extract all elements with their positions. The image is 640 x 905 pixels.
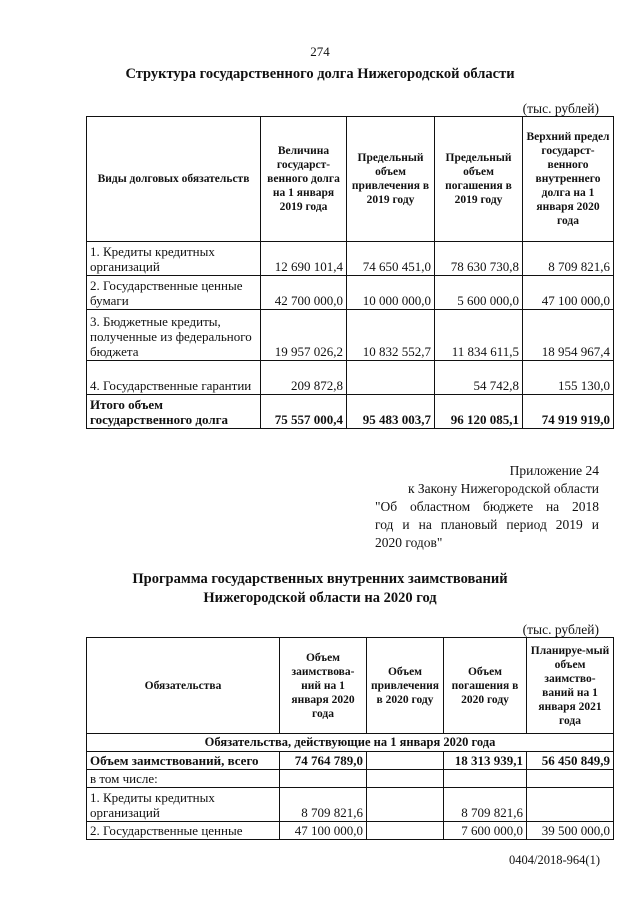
- annex-reference: [375, 462, 599, 552]
- table-row: [87, 310, 614, 361]
- annex-law-title-3: 2020 годов": [375, 535, 443, 550]
- cell-value: 10 000 000,0: [347, 276, 435, 310]
- cell-value: 10 832 552,7: [347, 310, 435, 361]
- annex-law-reference: к Закону Нижегородской области: [407, 481, 599, 496]
- total-label: Итого объем государственного долга: [87, 395, 261, 429]
- table-header-row: [87, 117, 614, 242]
- cell-value: 42 700 000,0: [261, 276, 347, 310]
- cell-value: 12 690 101,4: [261, 242, 347, 276]
- total-row: [87, 395, 614, 429]
- cell-value: [367, 788, 444, 822]
- cell-value: 47 100 000,0: [280, 822, 367, 840]
- cell-value: [527, 788, 614, 822]
- cell-value: 209 872,8: [261, 361, 347, 395]
- borrowing-program-table: [86, 637, 614, 840]
- cell-value: [367, 822, 444, 840]
- row-label: 3. Бюджетные кредиты, полученные из федерального бюджета: [87, 310, 261, 361]
- borrowing-program-title-line-1: Программа государственных внутренних заимствований: [132, 571, 508, 587]
- cell-value: [347, 361, 435, 395]
- header-borrowing-jan-2020: Объем заимствова-ний на 1 января 2020 года: [280, 638, 367, 734]
- including-label: в том числе:: [87, 770, 280, 788]
- table-row: [87, 822, 614, 840]
- row-label: 2. Государственные ценные бумаги: [87, 276, 261, 310]
- section-row: [87, 734, 614, 752]
- header-borrowing-limit-2019: Предельный объем привлечения в 2019 году: [347, 117, 435, 242]
- row-label: 1. Кредиты кредитных организаций: [87, 242, 261, 276]
- table-row: [87, 276, 614, 310]
- cell-value: 74 650 451,0: [347, 242, 435, 276]
- borrowing-program-title: [0, 570, 640, 608]
- total-label: Объем заимствований, всего: [87, 752, 280, 770]
- header-repayment-2020: Объем погашения в 2020 году: [444, 638, 527, 734]
- cell-value: 47 100 000,0: [523, 276, 614, 310]
- header-debt-type: Виды долговых обязательств: [87, 117, 261, 242]
- total-value: 56 450 849,9: [527, 752, 614, 770]
- header-debt-jan-2019: Величина государст-венного долга на 1 января 2019 года: [261, 117, 347, 242]
- total-value: 95 483 003,7: [347, 395, 435, 429]
- units-label: (тыс. рублей): [522, 622, 599, 637]
- cell-value: 155 130,0: [523, 361, 614, 395]
- cell-value: 8 709 821,6: [280, 788, 367, 822]
- total-value: 96 120 085,1: [435, 395, 523, 429]
- cell-value: 5 600 000,0: [435, 276, 523, 310]
- annex-law-title-2: год и на плановый период 2019 и: [375, 517, 599, 532]
- header-obligations: Обязательства: [87, 638, 280, 734]
- annex-number: Приложение 24: [509, 463, 599, 478]
- debt-structure-title: Структура государственного долга Нижегородской области: [125, 66, 515, 82]
- total-value: 75 557 000,4: [261, 395, 347, 429]
- header-repayment-limit-2019: Предельный объем погашения в 2019 году: [435, 117, 523, 242]
- total-value: 18 313 939,1: [444, 752, 527, 770]
- document-code: 0404/2018-964(1): [509, 853, 600, 867]
- total-row: [87, 752, 614, 770]
- cell-value: 54 742,8: [435, 361, 523, 395]
- cell-value: 8 709 821,6: [444, 788, 527, 822]
- cell-value: 8 709 821,6: [523, 242, 614, 276]
- cell-value: 18 954 967,4: [523, 310, 614, 361]
- section-title: Обязательства, действующие на 1 января 2020 года: [87, 734, 614, 752]
- row-label: 2. Государственные ценные: [87, 822, 280, 840]
- table-row: [87, 788, 614, 822]
- total-value: 74 764 789,0: [280, 752, 367, 770]
- cell-value: 39 500 000,0: [527, 822, 614, 840]
- header-upper-limit-jan-2020: Верхний предел государст-венного внутреннего долга на 1 января 2020 года: [523, 117, 614, 242]
- borrowing-program-title-line-2: Нижегородской области на 2020 год: [203, 590, 437, 606]
- units-label: (тыс. рублей): [522, 101, 599, 116]
- table-header-row: [87, 638, 614, 734]
- row-label: 1. Кредиты кредитных организаций: [87, 788, 280, 822]
- header-planned-jan-2021: Планируе-мый объем заимство-ваний на 1 января 2021 года: [527, 638, 614, 734]
- total-value: 74 919 919,0: [523, 395, 614, 429]
- cell-value: 7 600 000,0: [444, 822, 527, 840]
- table-row: [87, 242, 614, 276]
- header-borrowing-2020: Объем привлечения в 2020 году: [367, 638, 444, 734]
- table-row: [87, 361, 614, 395]
- page-number: 274: [310, 44, 330, 59]
- debt-structure-table: [86, 116, 614, 429]
- annex-law-title-1: "Об областном бюджете на 2018: [375, 499, 599, 514]
- cell-value: 19 957 026,2: [261, 310, 347, 361]
- cell-value: 78 630 730,8: [435, 242, 523, 276]
- table-row: [87, 770, 614, 788]
- cell-value: 11 834 611,5: [435, 310, 523, 361]
- row-label: 4. Государственные гарантии: [87, 361, 261, 395]
- total-value: [367, 752, 444, 770]
